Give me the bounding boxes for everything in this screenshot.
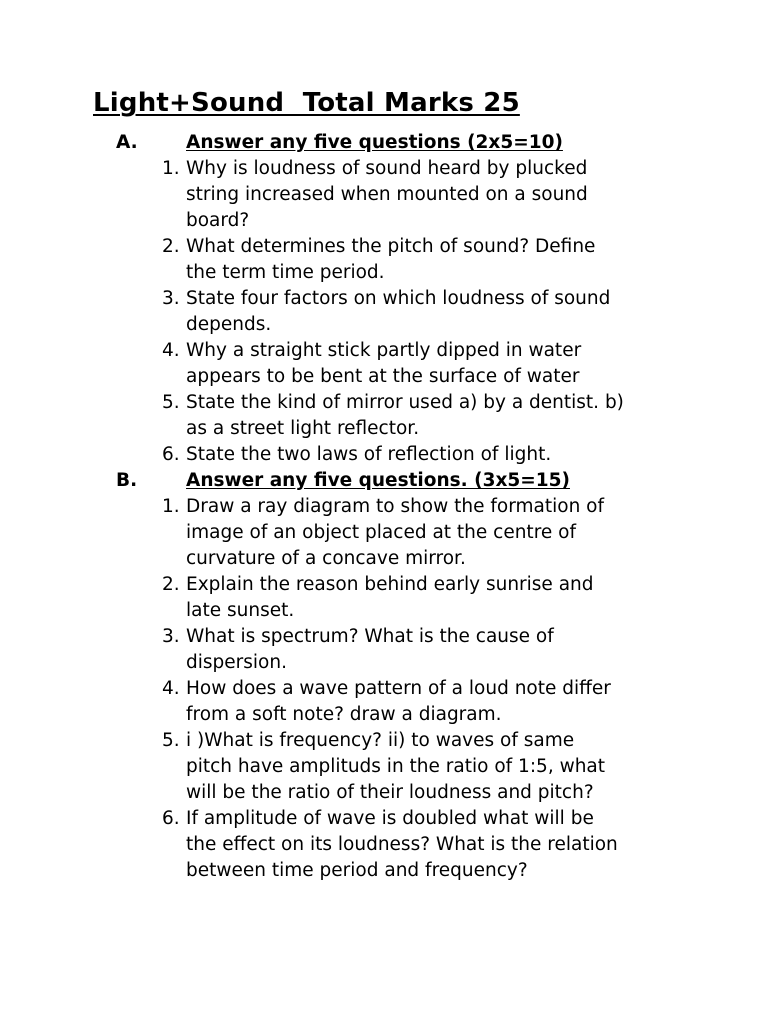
section-b — [0, 468, 768, 884]
question-text: Why is loudness of sound heard by plucked string increased when mounted on a sound board? — [186, 158, 588, 231]
question-number: 4. — [162, 678, 180, 699]
question-item — [0, 494, 678, 572]
section-a — [0, 130, 768, 468]
question-number: 6. — [162, 444, 180, 465]
question-text: Why a straight stick partly dipped in water appears to be bent at the surface of water — [186, 340, 582, 387]
page-title: Light+Sound Total Marks 25 — [93, 88, 520, 118]
section-header — [0, 468, 768, 494]
question-number: 1. — [162, 496, 180, 517]
question-item — [0, 728, 678, 806]
question-text: What is spectrum? What is the cause of dispersion. — [186, 626, 554, 673]
question-item — [0, 572, 678, 624]
question-item — [0, 390, 678, 442]
section-letter: A. — [116, 132, 138, 153]
question-text: State the kind of mirror used a) by a dentist. b) as a street light reflector. — [186, 392, 624, 439]
question-list — [0, 156, 768, 468]
question-number: 4. — [162, 340, 180, 361]
question-text: Explain the reason behind early sunrise and late sunset. — [186, 574, 594, 621]
question-number: 1. — [162, 158, 180, 179]
question-text: Draw a ray diagram to show the formation of image of an object placed at the centre of curvature of a concave mirror. — [186, 496, 605, 569]
question-item — [0, 338, 678, 390]
section-letter: B. — [116, 470, 138, 491]
question-item — [0, 156, 678, 234]
question-item — [0, 234, 678, 286]
question-number: 5. — [162, 392, 180, 413]
question-text: What determines the pitch of sound? Define the term time period. — [186, 236, 596, 283]
question-text: State four factors on which loudness of sound depends. — [186, 288, 611, 335]
question-number: 2. — [162, 236, 180, 257]
question-list — [0, 494, 768, 884]
question-number: 3. — [162, 288, 180, 309]
question-text: How does a wave pattern of a loud note differ from a soft note? draw a diagram. — [186, 678, 611, 725]
question-text: i )What is frequency? ii) to waves of same pitch have amplituds in the ratio of 1:5, what will be the ratio of their loudness and pitch? — [186, 730, 606, 803]
question-number: 5. — [162, 730, 180, 751]
question-text: If amplitude of wave is doubled what will be the effect on its loudness? What is the relation between time period and frequency? — [186, 808, 618, 881]
section-heading: Answer any five questions (2x5=10) — [186, 132, 563, 153]
question-number: 6. — [162, 808, 180, 829]
question-item — [0, 286, 678, 338]
question-item — [0, 624, 678, 676]
question-item — [0, 676, 678, 728]
question-item — [0, 442, 678, 468]
question-paper-body — [0, 130, 768, 884]
question-item — [0, 806, 678, 884]
section-header — [0, 130, 768, 156]
question-number: 3. — [162, 626, 180, 647]
question-number: 2. — [162, 574, 180, 595]
question-text: State the two laws of reflection of light. — [186, 444, 552, 465]
section-heading: Answer any five questions. (3x5=15) — [186, 470, 570, 491]
